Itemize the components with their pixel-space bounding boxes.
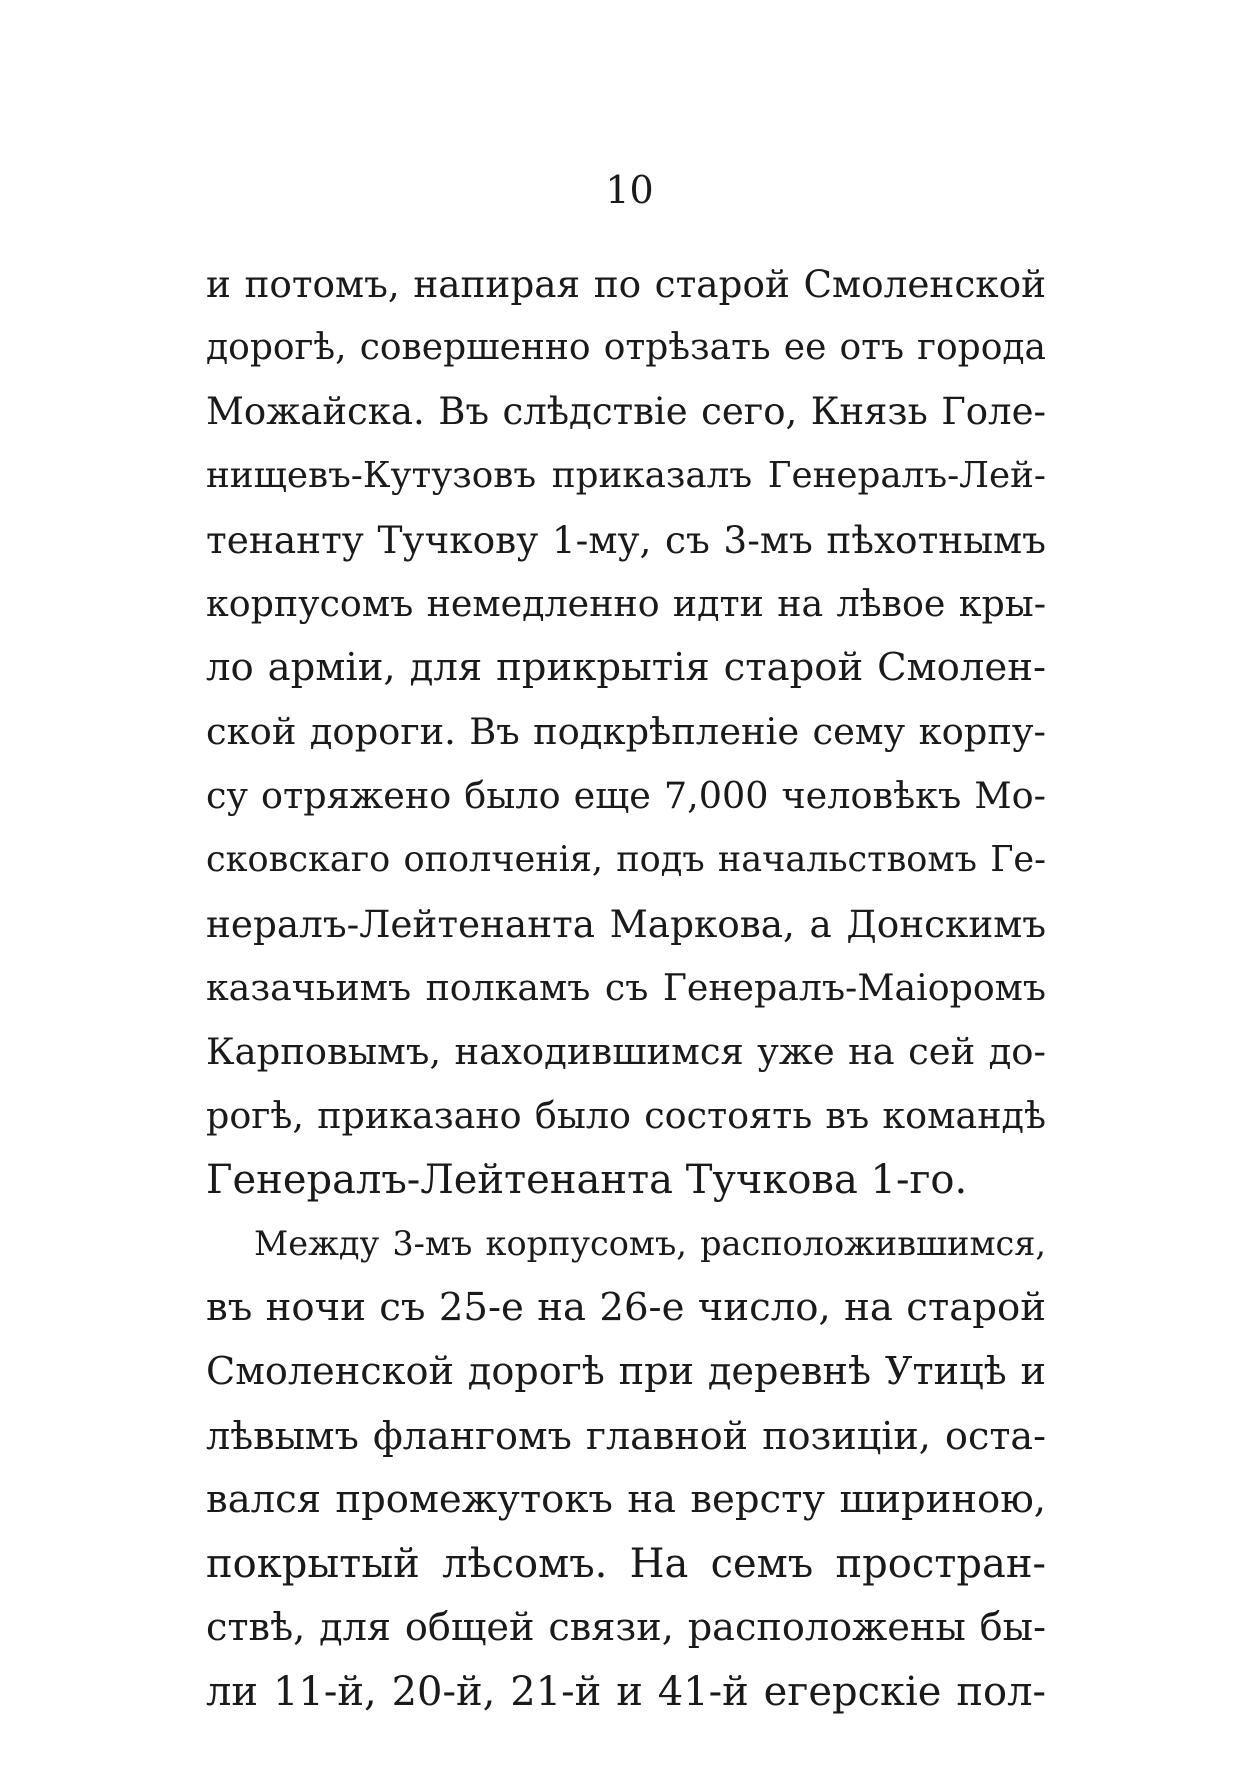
page-number: 10	[605, 168, 654, 212]
text-line: сковскаго ополченія, подъ начальствомъ Ге-	[206, 839, 1046, 880]
text-line: Генералъ-Лейтенанта Тучкова 1-го.	[206, 1157, 968, 1203]
text-line: казачьимъ полкамъ съ Генералъ-Маіоромъ	[206, 966, 1046, 1009]
text-line: нералъ-Лейтенанта Маркова, а Донскимъ	[206, 902, 1046, 946]
text-line: тенанту Тучкову 1-му, съ 3-мъ пѣхотнымъ	[206, 518, 1046, 562]
text-line: лѣвымъ флангомъ главной позиціи, оста-	[206, 1414, 1046, 1458]
text-line: Можайска. Въ слѣдствіе сего, Князь Голе-	[206, 390, 1046, 433]
text-line: ло арміи, для прикрытія старой Смолен-	[206, 645, 1046, 690]
text-line: ствѣ, для общей связи, расположены бы-	[206, 1606, 1046, 1650]
text-line: въ ночи съ 25-е на 26-е число, на старой	[206, 1285, 1046, 1330]
text-line: и потомъ, напирая по старой Смоленской	[206, 262, 1046, 306]
text-line: покрытый лѣсомъ. На семъ простран-	[206, 1541, 1046, 1587]
body-text	[206, 252, 1046, 1724]
text-line: Между 3-мъ корпусомъ, расположившимся,	[254, 1224, 1046, 1263]
text-line: ли 11-й, 20-й, 21-й и 41-й егерскіе пол-	[206, 1669, 1046, 1715]
text-line: ской дороги. Въ подкрѣпленіе сему корпу-	[206, 710, 1046, 753]
text-line: Смоленской дорогѣ при деревнѣ Утицѣ и	[206, 1350, 1046, 1394]
text-line: вался промежутокъ на версту шириною,	[206, 1477, 1046, 1522]
text-line: корпусомъ немедленно идти на лѣвое кры-	[206, 582, 1046, 625]
text-line: су отряжено было еще 7,000 человѣкъ Мо-	[206, 774, 1046, 817]
text-line: рогѣ, приказано было состоять въ командѣ	[206, 1094, 1046, 1137]
text-line: Карповымъ, находившимся уже на сей до-	[206, 1030, 1046, 1073]
text-line: нищевъ-Кутузовъ приказалъ Генералъ-Лей-	[206, 455, 1046, 496]
text-line: дорогѣ, совершенно отрѣзать ее отъ города	[206, 327, 1046, 368]
